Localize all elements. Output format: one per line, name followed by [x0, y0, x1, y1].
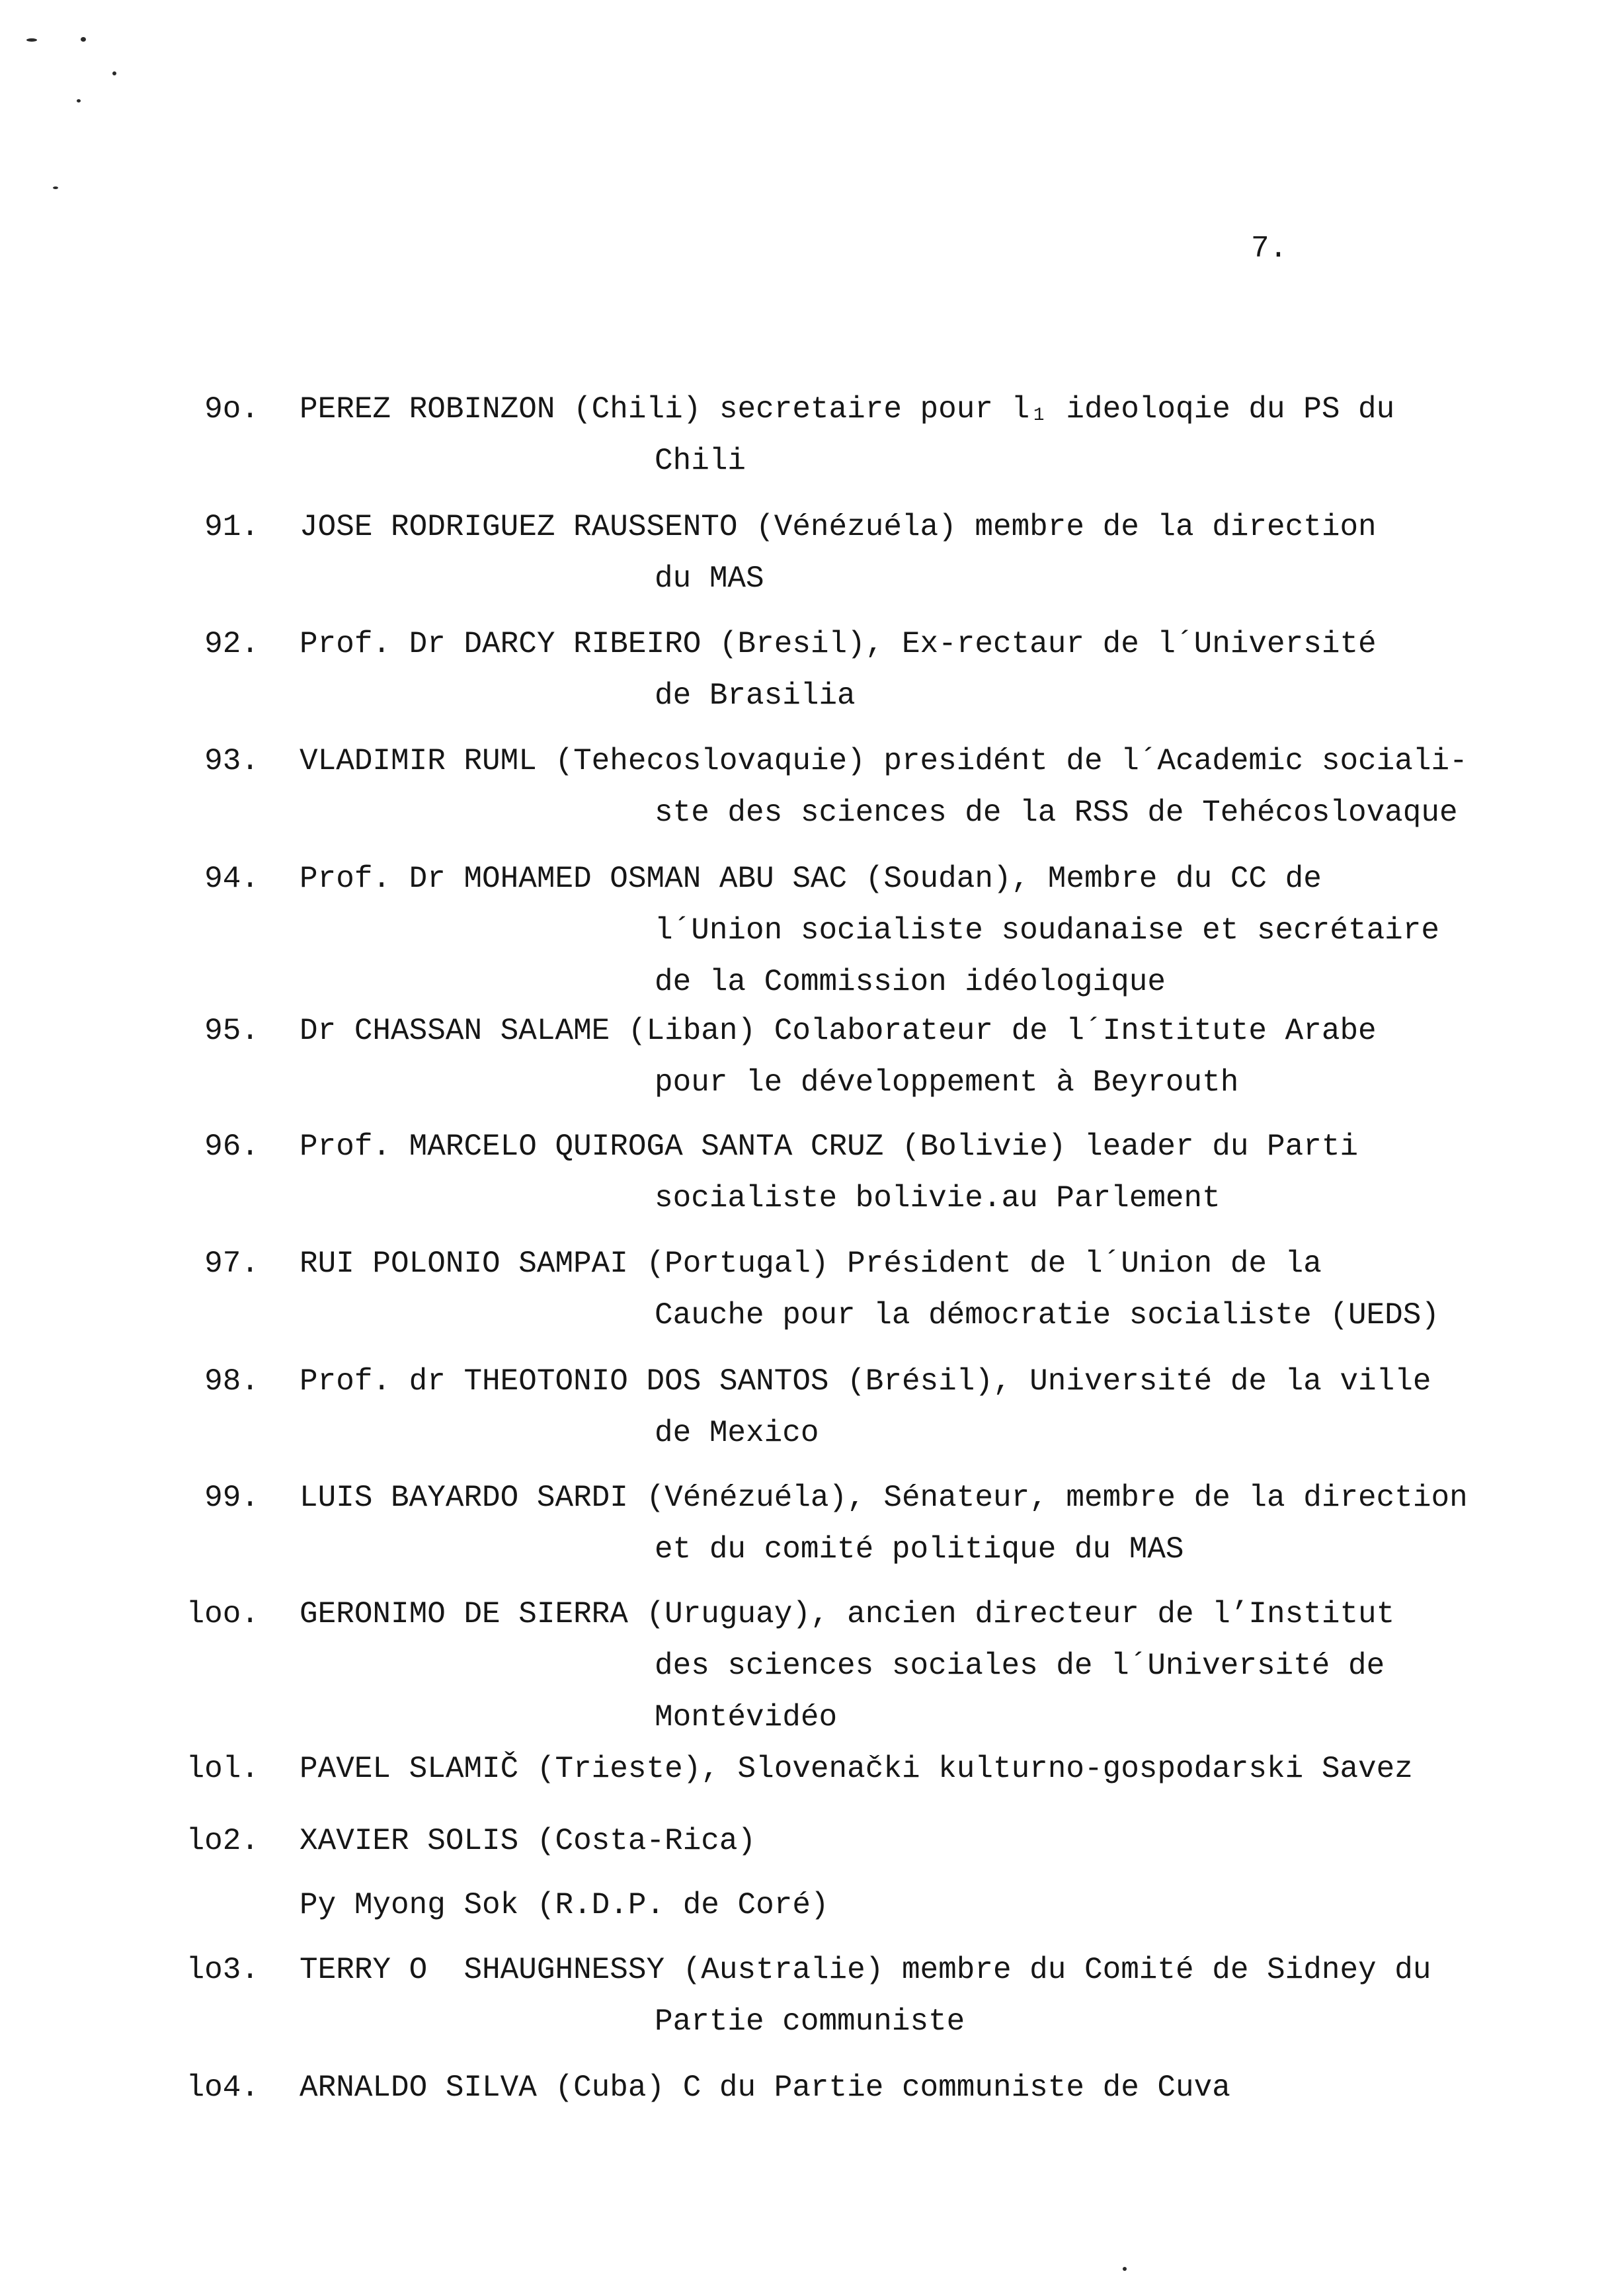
list-item — [0, 1944, 1608, 2047]
list-item — [0, 2062, 1608, 2113]
entry-text-continuation: pour le développement à Beyrouth — [655, 1065, 1239, 1100]
entry-text: LUIS BAYARDO SARDI (Vénézuéla), Sénateur, membre de la direction — [300, 1481, 1468, 1515]
entry-text-continuation: socialiste bolivie.au Parlement — [655, 1181, 1221, 1215]
list-item — [0, 384, 1608, 487]
entry-text: RUI POLONIO SAMPAI (Portugal) Président de l´Union de la — [300, 1247, 1322, 1281]
page-number: 7. — [1251, 231, 1288, 266]
entry-text: GERONIMO DE SIERRA (Uruguay), ancien directeur de l’Institut — [300, 1597, 1395, 1631]
scan-speck — [53, 186, 58, 189]
entry-text-continuation: de Mexico — [655, 1416, 819, 1450]
list-item — [0, 618, 1608, 721]
entry-text-continuation: l´Union socialiste soudanaise et secrétaire — [655, 913, 1439, 948]
entry-text-continuation: de la Commission idéologique — [655, 965, 1166, 999]
list-item — [0, 1356, 1608, 1459]
entry-number: 97. — [204, 1247, 259, 1281]
entry-number: 94. — [204, 862, 259, 896]
entry-text: ARNALDO SILVA (Cuba) C du Partie communiste de Cuva — [300, 2070, 1230, 2105]
list-item — [0, 1238, 1608, 1341]
list-item — [0, 501, 1608, 604]
entry-text: Prof. Dr MOHAMED OSMAN ABU SAC (Soudan), Membre du CC de — [300, 862, 1322, 896]
entry-text-continuation: et du comité politique du MAS — [655, 1532, 1184, 1567]
scan-speck — [81, 37, 86, 42]
list-item — [0, 735, 1608, 839]
scan-speck — [112, 71, 116, 75]
entry-text-continuation: des sciences sociales de l´Université de — [655, 1649, 1385, 1683]
scan-speck — [1123, 2267, 1127, 2271]
entry-text: Py Myong Sok (R.D.P. de Coré) — [300, 1888, 829, 1922]
entry-text: XAVIER SOLIS (Costa-Rica) — [300, 1824, 756, 1858]
entry-number: lo4. — [186, 2070, 259, 2105]
list-item — [0, 1743, 1608, 1795]
list-item — [0, 1005, 1608, 1108]
entry-number: loo. — [186, 1597, 259, 1631]
entry-text: JOSE RODRIGUEZ RAUSSENTO (Vénézuéla) membre de la direction — [300, 510, 1377, 544]
entry-text: Prof. dr THEOTONIO DOS SANTOS (Brésil), Université de la ville — [300, 1364, 1431, 1399]
entry-text: PAVEL SLAMIČ (Trieste), Slovenački kulturno-gospodarski Savez — [300, 1752, 1413, 1786]
entry-text: Prof. MARCELO QUIROGA SANTA CRUZ (Bolivie) leader du Parti — [300, 1129, 1359, 1164]
entry-text-continuation: du MAS — [655, 561, 764, 596]
entry-text-continuation: Chili — [655, 444, 746, 478]
entry-text-continuation: Cauche pour la démocratie socialiste (UEDS) — [655, 1298, 1439, 1332]
entry-number: 98. — [204, 1364, 259, 1399]
list-item — [0, 1879, 1608, 1931]
entry-number: 91. — [204, 510, 259, 544]
entry-text-continuation: ste des sciences de la RSS de Tehécoslovaque — [655, 796, 1458, 830]
entry-number: lo2. — [186, 1824, 259, 1858]
entry-number: 93. — [204, 744, 259, 778]
entry-number: 99. — [204, 1481, 259, 1515]
entry-number: 9o. — [204, 392, 259, 427]
entry-number: lol. — [186, 1752, 259, 1786]
list-item — [0, 1472, 1608, 1575]
scan-speck — [26, 38, 37, 42]
entry-text-continuation: Montévidéo — [655, 1700, 838, 1735]
entry-text: VLADIMIR RUML (Tehecoslovaquie) presidént de l´Academic sociali- — [300, 744, 1468, 778]
list-item — [0, 853, 1608, 1008]
entry-number: 95. — [204, 1014, 259, 1048]
list-item — [0, 1588, 1608, 1743]
entry-text-continuation: Partie communiste — [655, 2004, 965, 2039]
list-item — [0, 1815, 1608, 1867]
entry-number: 96. — [204, 1129, 259, 1164]
scan-speck — [77, 99, 81, 102]
list-item — [0, 1121, 1608, 1224]
entry-text-continuation: de Brasilia — [655, 678, 856, 713]
entry-number: lo3. — [186, 1953, 259, 1987]
entry-text: Prof. Dr DARCY RIBEIRO (Bresil), Ex-rectaur de l´Université — [300, 627, 1377, 661]
entry-text: Dr CHASSAN SALAME (Liban) Colaborateur de l´Institute Arabe — [300, 1014, 1377, 1048]
entry-number: 92. — [204, 627, 259, 661]
entry-text: PEREZ ROBINZON (Chili) secretaire pour l₁ ideoloqie du PS du — [300, 392, 1395, 427]
entry-text: TERRY O SHAUGHNESSY (Australie) membre du Comité de Sidney du — [300, 1953, 1431, 1987]
